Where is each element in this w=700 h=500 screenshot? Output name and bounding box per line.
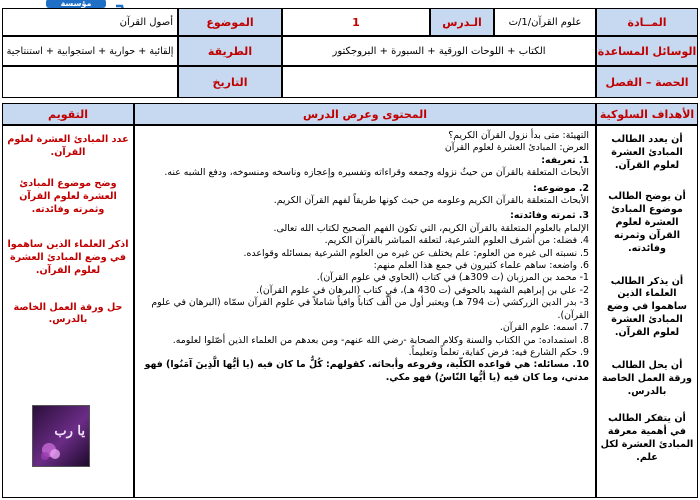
aids-label: الوسائل المساعدة xyxy=(596,36,698,66)
topic-label: الموضوع xyxy=(178,8,282,36)
subject-label: المــادة xyxy=(596,8,698,36)
period-label: الحصة – الفصل xyxy=(596,66,698,98)
objectives-column xyxy=(596,125,698,498)
date-value xyxy=(2,66,178,98)
evaluation-item: عدد المبادئ العشرة لعلوم القرآن. xyxy=(7,134,129,158)
item10-line: 10. مسائله: هي قواعده الكلّية، وفروعه وأبحاثه. كقولهم: كُلُّ ما كان فيه (يا أيُّها الَّذِينَ آمَنُوا) فهو مدني، وما كان فيه (يا أيُّها النّاسُ) فهو مكي. xyxy=(144,359,589,383)
item8-line: 8. استمداده: من الكتاب والسنة وكلام الصحابة -رضي الله عنهم- ومن بعدهم من العلماء الذين أصّلوا لعلومه. xyxy=(172,334,589,346)
objective-item: أن يوضح الطالب موضوع المبادئ العشرة لعلوم القرآن وثمرته وفائدته. xyxy=(608,190,686,254)
objective-item: أن يعدد الطالب المبادئ العشرة لعلوم القرآن. xyxy=(611,134,683,171)
image-caption: يا رب xyxy=(54,424,85,439)
objective-item: أن يذكر الطالب العلماء الذين ساهموا في وضع المبادئ العشرة لعلوم القرآن. xyxy=(607,275,687,339)
subject-value: علوم القرآن/1/ت xyxy=(494,8,596,36)
period-value xyxy=(282,66,596,98)
evaluation-item: وضح موضوع المبادئ العشرة لعلوم القرآن وثمرته وفائدته. xyxy=(19,177,117,215)
content-header: المحتوى وعرض الدرس xyxy=(134,103,596,125)
objectives-header: الأهداف السلوكية xyxy=(596,103,698,125)
objective-item: أن يحل الطالب ورقة العمل الخاصة بالدرس. xyxy=(601,360,693,398)
item9-line: 9. حكم الشارع فيه: فرض كفاية، تعلماً وتعليماً. xyxy=(408,346,589,358)
item5-line: 5. نسبته الى غيره من العلوم: علم يختلف عن غيره من العلوم الشرعية بمسائله وقواعده. xyxy=(243,247,589,259)
item6-1-line: 1- محمد بن المرزبان (ت 309هـ) في كتاب (الحاوي في علوم القرآن). xyxy=(316,272,589,284)
item6-2-line: 2- علي بن إبراهيم الشهيد بالحوفي (ت 430 هـ)، في كتاب (البرهان في علوم القرآن). xyxy=(256,284,589,296)
lesson-label: الـدرس xyxy=(430,8,494,36)
objective-item: أن يتفكر الطالب في أهمية معرفة المبادئ العشرة لكل علم. xyxy=(600,413,694,463)
method-label: الطريقة xyxy=(178,36,282,66)
evaluation-item: حل ورقة العمل الخاصة بالدرس. xyxy=(13,301,123,326)
intro-line: التهيئة: متى بدأ نزول القرآن الكريم؟ xyxy=(448,130,589,141)
item1-title: 1. تعريفه: xyxy=(541,154,589,166)
presentation-line: العرض: المبادئ العشرة لعلوم القرآن xyxy=(444,142,589,154)
method-value: إلقائية + حوارية + استجوابية + استنتاجية xyxy=(2,36,178,66)
item2-text: الأبحاث المتعلقة بالقرآن الكريم وعلومه من حيث كونها طريقاً لفهم القرآن الكريم. xyxy=(273,195,589,207)
aids-value: الكتاب + اللوحات الورقية + السبورة + البروجكتور xyxy=(282,36,596,66)
item3-title: 3. ثمرته وفائدته: xyxy=(510,210,589,222)
item1-text: الأبحاث المتعلقة بالقرآن من حيثُ نزوله وجمعه وقراءاته وتفسيره وإعجازه وناسخه ومنسوخه، ودفع الشبه عنه. xyxy=(164,167,589,179)
evaluation-header: التقويم xyxy=(2,103,134,125)
item6-line: 6. واضعه: ساهم علماء كثيرون في جمع هذا العلم منهم: xyxy=(373,260,589,272)
content-column xyxy=(134,125,596,498)
evaluation-item: اذكر العلماء الذين ساهموا في وضع المبادئ العشرة لعلوم القرآن. xyxy=(7,238,129,276)
item7-line: 7. اسمه: علوم القرآن. xyxy=(499,322,589,334)
date-label: التاريخ xyxy=(178,66,282,98)
item6-3-line: 3- بدر الدين الزركشي (ت 794 هـ) ويعتبر أول من ألّف كتاباً وافياً شاملاً في علوم القرآن سمّاه (البرهان في علوم القرآن). xyxy=(151,297,589,321)
item3-text: الإلمام بالعلوم المتعلقة بالقرآن الكريم، التي تكون الفهم الصحيح لكتاب الله تعالى. xyxy=(273,222,589,234)
topic-value: أصول القرآن xyxy=(2,8,178,36)
item2-title: 2. موضوعه: xyxy=(533,182,589,194)
brand-sub-label: مؤسسة xyxy=(46,0,106,8)
decorative-image xyxy=(32,405,90,467)
lesson-value: 1 xyxy=(282,8,430,36)
item4-line: 4. فضله: من أشرف العلوم الشرعية، لتعلقه المباشر بالقرآن الكريم. xyxy=(324,235,589,247)
